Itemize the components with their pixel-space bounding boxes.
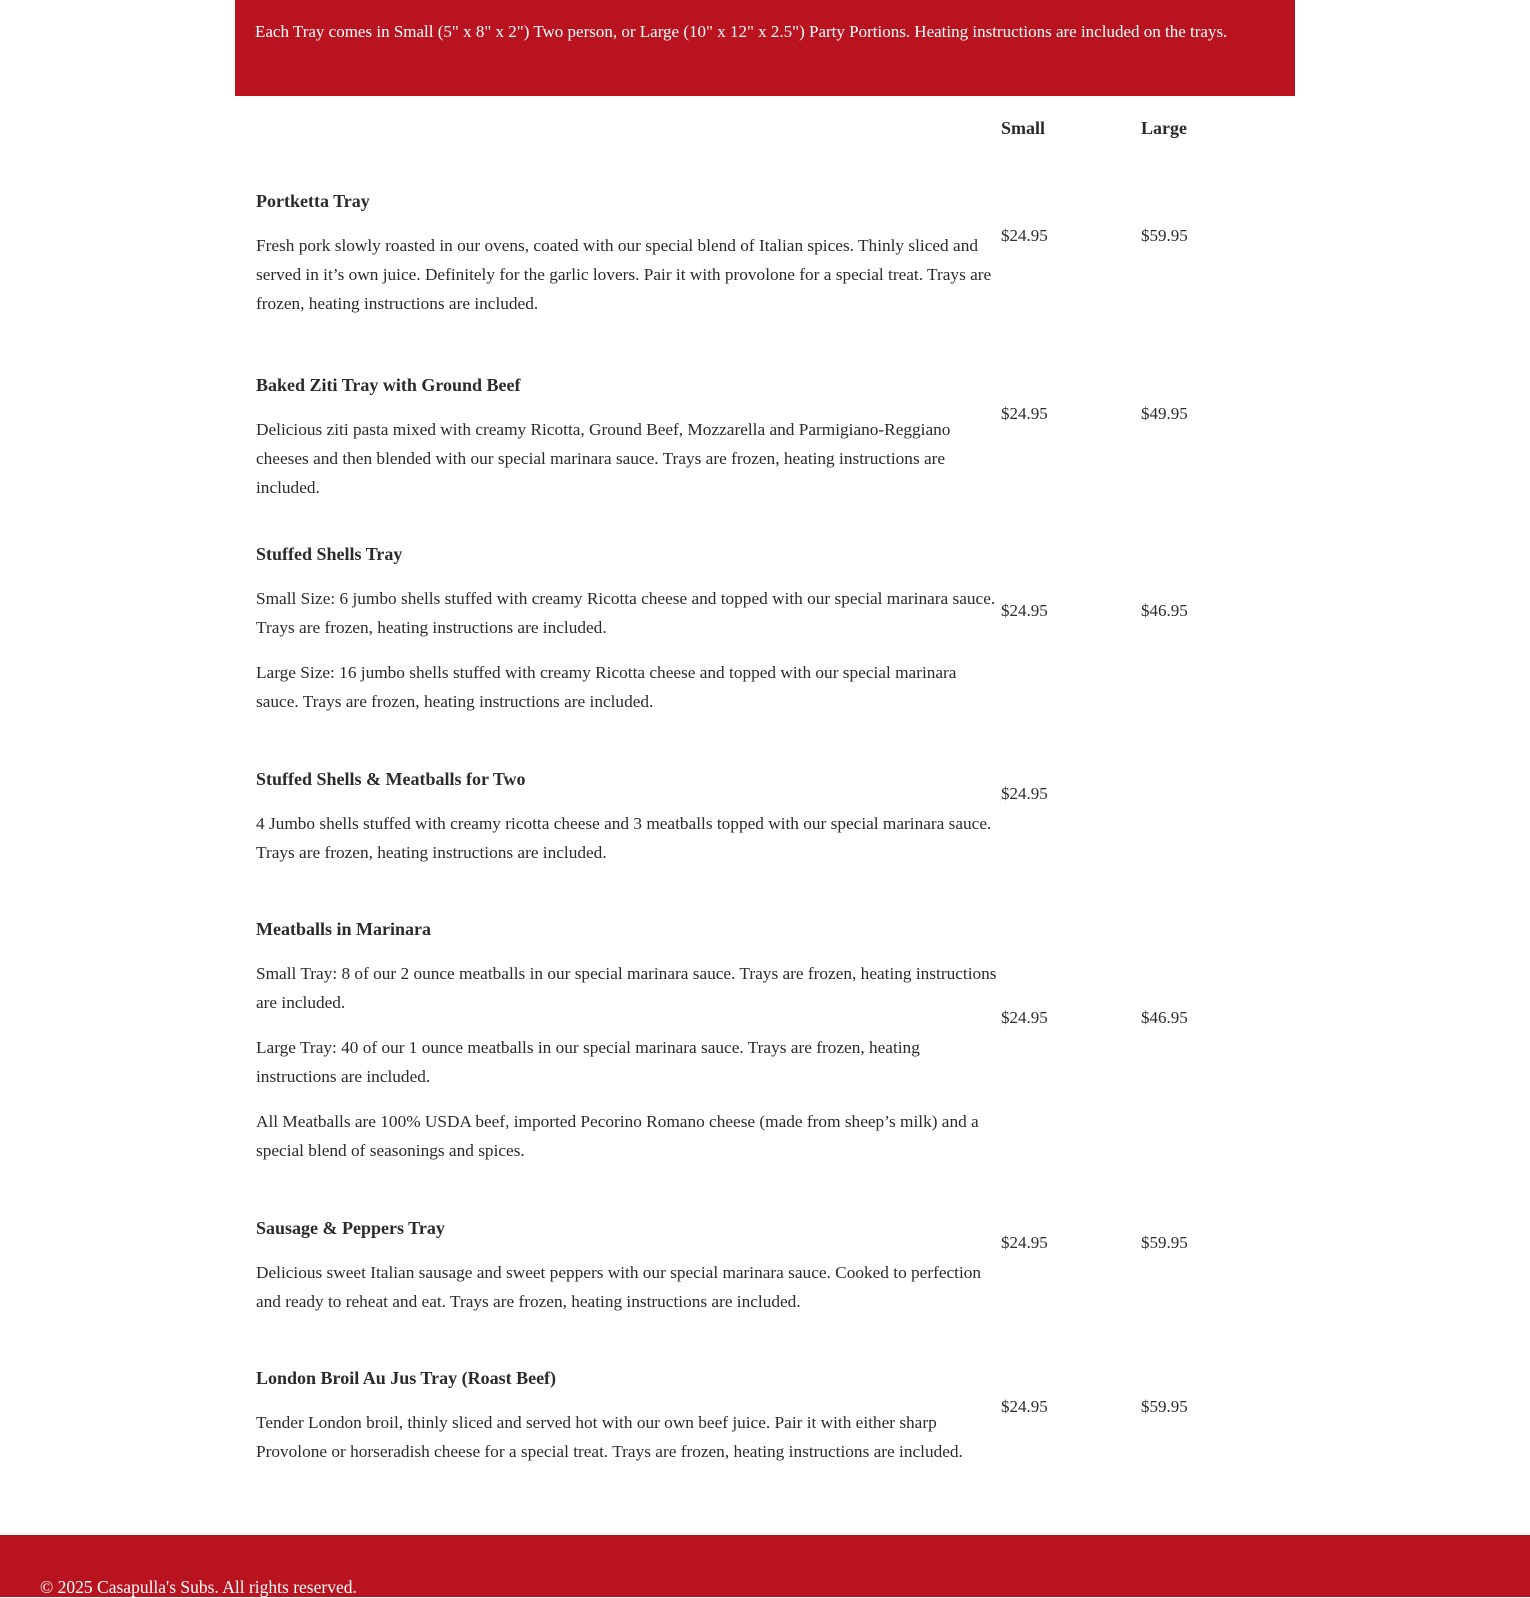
item-description: Tender London broil, thinly sliced and served hot with our own beef juice. Pair it with either sharp Provolone or horseradish cheese for a special treat. Trays are frozen, heating instructions are included. [256,1413,963,1461]
price-small: $24.95 [1001,226,1048,245]
menu-item-stuffed-shells-tray [256,542,1001,732]
column-header-large: Large [1141,118,1187,138]
item-title: Baked Ziti Tray with Ground Beef [256,375,521,395]
item-title: Portketta Tray [256,191,370,211]
price-large: $49.95 [1141,404,1188,423]
price-small: $24.95 [1001,784,1048,803]
item-title: Sausage & Peppers Tray [256,1218,445,1238]
column-header-small: Small [1001,118,1046,138]
price-small: $24.95 [1001,1397,1048,1416]
item-title: Meatballs in Marinara [256,919,431,939]
item-description: Fresh pork slowly roasted in our ovens, coated with our special blend of Italian spices. Thinly sliced and served in it’s own juice. Definitely for the garlic lovers. Pair it with provolone for a special treat. Trays are frozen, heating instructions are included. [256,236,992,313]
site-footer [0,1535,1530,1597]
item-description: Large Size: 16 jumbo shells stuffed with creamy Ricotta cheese and topped with our special marinara sauce. Trays are frozen, heating instructions are included. [256,663,957,711]
menu-item-london-broil-tray [256,1366,1001,1482]
menu-item-stuffed-shells-meatballs [256,767,1001,883]
item-description: Delicious ziti pasta mixed with creamy Ricotta, Ground Beef, Mozzarella and Parmigiano-Reggiano cheeses and then blended with our special marinara sauce. Trays are frozen, heating instructions are included. [256,420,951,497]
item-title: London Broil Au Jus Tray (Roast Beef) [256,1368,557,1388]
item-description: Small Tray: 8 of our 2 ounce meatballs in our special marinara sauce. Trays are frozen, heating instructions are included. [256,964,997,1012]
item-title: Stuffed Shells & Meatballs for Two [256,769,526,789]
item-description: 4 Jumbo shells stuffed with creamy ricotta cheese and 3 meatballs topped with our special marinara sauce. Trays are frozen, heating instructions are included. [256,814,992,862]
menu-item-portketta-tray [256,189,1001,334]
item-description: All Meatballs are 100% USDA beef, imported Pecorino Romano cheese (made from sheep’s milk) and a special blend of seasonings and spices. [256,1112,979,1160]
menu-item-baked-ziti-tray [256,373,1001,518]
item-description: Large Tray: 40 of our 1 ounce meatballs in our special marinara sauce. Trays are frozen, heating instructions are included. [256,1038,920,1086]
price-small: $24.95 [1001,1008,1048,1027]
price-large: $59.95 [1141,1397,1188,1416]
banner-text: Each Tray comes in Small (5" x 8" x 2") Two person, or Large (10" x 12" x 2.5") Party Portions. Heating instructions are included on the trays. [255,22,1228,41]
price-large: $59.95 [1141,1233,1188,1252]
footer-copyright: © 2025 Casapulla's Subs. All rights reserved. [40,1577,357,1597]
item-title: Stuffed Shells Tray [256,544,403,564]
price-large: $59.95 [1141,226,1188,245]
price-large: $46.95 [1141,601,1188,620]
item-description: Delicious sweet Italian sausage and sweet peppers with our special marinara sauce. Cooked to perfection and ready to reheat and eat. Trays are frozen, heating instructions are included. [256,1263,982,1311]
item-description: Small Size: 6 jumbo shells stuffed with creamy Ricotta cheese and topped with our special marinara sauce. Trays are frozen, heating instructions are included. [256,589,996,637]
menu-item-meatballs-in-marinara [256,917,1001,1181]
price-small: $24.95 [1001,404,1048,423]
price-small: $24.95 [1001,1233,1048,1252]
info-banner [235,0,1295,96]
menu-item-sausage-peppers-tray [256,1216,1001,1332]
price-large: $46.95 [1141,1008,1188,1027]
price-small: $24.95 [1001,601,1048,620]
